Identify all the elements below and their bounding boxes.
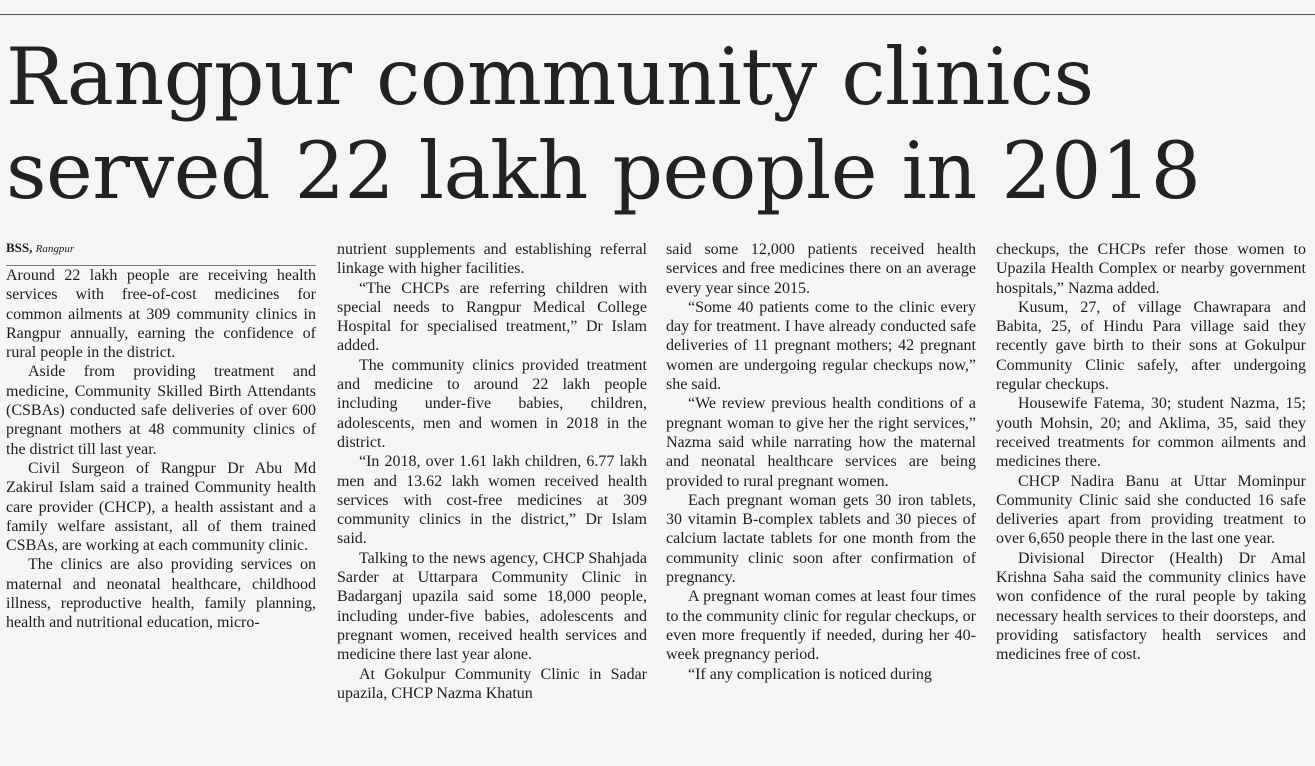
article-column-2 — [337, 240, 647, 703]
paragraph: Talking to the news agency, CHCP Shahjada Sarder at Uttarpara Community Clinic in Badarganj upazila said some 18,000 people, including under-five babies, adolescents and pregnant women, received health services and medicine there last year alone. — [337, 549, 647, 664]
headline-line-1: Rangpur community clinics — [6, 31, 1094, 123]
paragraph-continued: nutrient supplements and establishing referral linkage with higher facilities. — [337, 241, 647, 278]
paragraph: Around 22 lakh people are receiving health services with free-of-cost medicines for common ailments at 309 community clinics in Rangpur annually, earning the confidence of rural people in the district. — [6, 267, 316, 362]
paragraph: Housewife Fatema, 30; student Nazma, 15; youth Mohsin, 20; and Aklima, 35, said they received treatments for common ailments and medicines there. — [996, 395, 1306, 471]
paragraph: Civil Surgeon of Rangpur Dr Abu Md Zakirul Islam said a trained Community health care provider (CHCP), a health assistant and a family welfare assistant, all of them trained CSBAs, are working at each community clinic. — [6, 459, 316, 555]
paragraph: Each pregnant woman gets 30 iron tablets, 30 vitamin B-complex tablets and 30 pieces of calcium lactate tablets for one month from the community clinic soon after confirmation of pregnancy. — [666, 491, 976, 587]
paragraph: The clinics are also providing services on maternal and neonatal healthcare, childhood illness, reproductive health, family planning, health and nutritional education, micro- — [6, 556, 316, 632]
paragraph: A pregnant woman comes at least four times to the community clinic for regular checkups, or even more frequently if needed, during her 40-week pregnancy period. — [666, 588, 976, 664]
article-column-3 — [666, 240, 976, 684]
headline — [6, 30, 1306, 218]
paragraph: Kusum, 27, of village Chawrapara and Babita, 25, of Hindu Para village said they recently gave birth to their sons at Gokulpur Community Clinic safely, after undergoing regular checkups. — [996, 298, 1306, 394]
headline-line-2: served 22 lakh people in 2018 — [6, 125, 1201, 217]
byline — [6, 240, 316, 266]
article-column-4 — [996, 240, 1306, 665]
article-column-1 — [6, 240, 316, 633]
paragraph: At Gokulpur Community Clinic in Sadar upazila, CHCP Nazma Khatun — [337, 665, 647, 702]
byline-place: Rangpur — [35, 243, 75, 255]
top-rule — [0, 14, 1315, 15]
paragraph: CHCP Nadira Banu at Uttar Mominpur Community Clinic said she conducted 16 safe deliveries apart from providing treatment to over 6,650 people there in the last one year. — [996, 472, 1306, 548]
paragraph-continued: said some 12,000 patients received health services and free medicines there on an average every year since 2015. — [666, 241, 976, 297]
paragraph: Divisional Director (Health) Dr Amal Krishna Saha said the community clinics have won confidence of the rural people by taking necessary health services to their doorsteps, and providing satisfactory health services and medicines free of cost. — [996, 549, 1306, 664]
byline-agency: BSS, — [6, 240, 33, 255]
paragraph: The community clinics provided treatment and medicine to around 22 lakh people including under-five babies, children, adolescents, men and women in 2018 in the district. — [337, 356, 647, 451]
paragraph: “In 2018, over 1.61 lakh children, 6.77 lakh men and 13.62 lakh women received health services with cost-free medicines at 309 community clinics in the district,” Dr Islam said. — [337, 453, 647, 548]
paragraph-continued: checkups, the CHCPs refer those women to Upazila Health Complex or nearby government hospitals,” Nazma added. — [996, 241, 1306, 297]
paragraph: “If any complication is noticed during — [688, 665, 932, 683]
paragraph: “We review previous health conditions of a pregnant woman to give her the right services,” Nazma said while narrating how the maternal and neonatal healthcare services are being provided to rural pregnant women. — [666, 395, 976, 490]
paragraph: “Some 40 patients come to the clinic every day for treatment. I have already conducted safe deliveries of 11 pregnant mothers; 42 pregnant women are undergoing regular checkups now,” she said. — [666, 298, 976, 394]
paragraph: “The CHCPs are referring children with special needs to Rangpur Medical College Hospital for specialised treatment,” Dr Islam added. — [337, 279, 647, 355]
paragraph: Aside from providing treatment and medicine, Community Skilled Birth Attendants (CSBAs) conducted safe deliveries of over 600 pregnant mothers at 48 community clinics of the district till last year. — [6, 363, 316, 458]
